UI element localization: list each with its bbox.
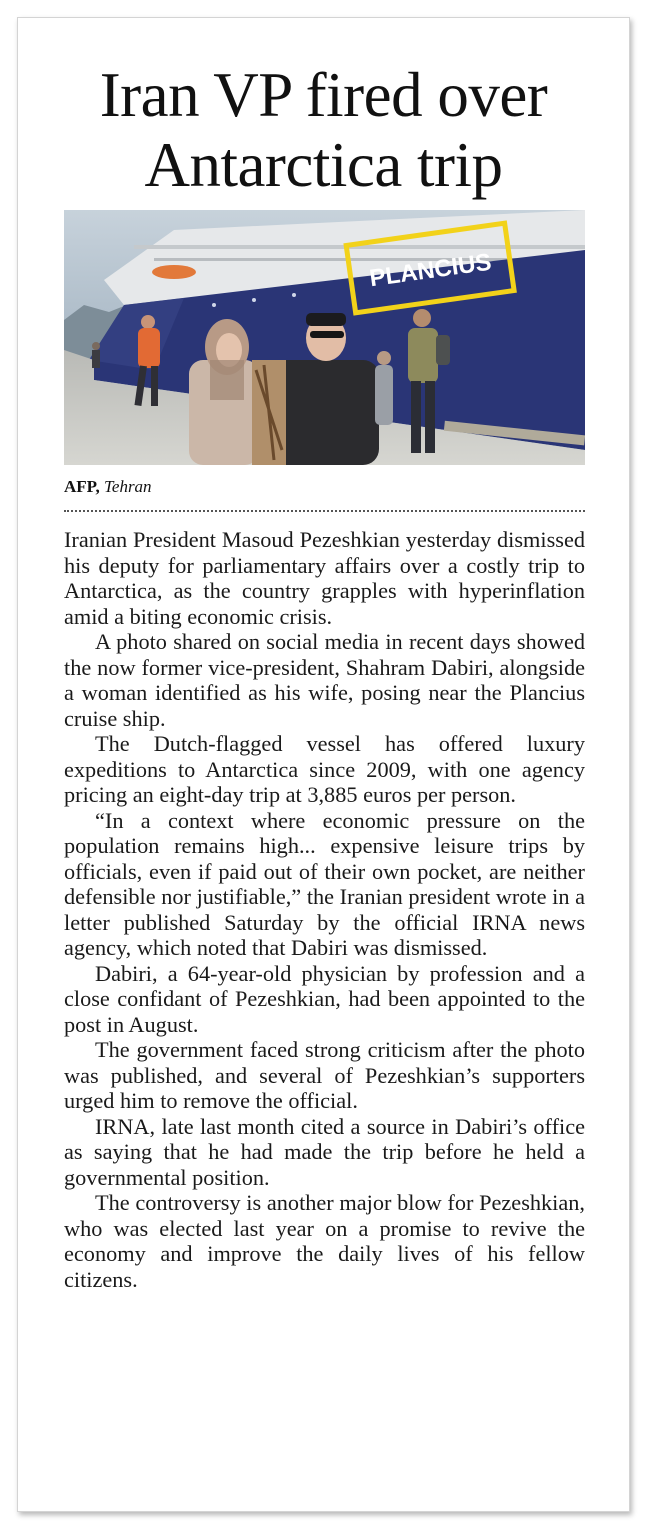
news-photo bbox=[64, 210, 585, 465]
article-paragraph: Iranian President Masoud Pezeshkian yesterday dismissed his deputy for parliamentary affairs over a costly trip to Antarctica, as the country grapples with hyperinflation amid a biting economic crisis. bbox=[64, 527, 585, 629]
dotted-divider bbox=[64, 510, 585, 512]
article-paragraph: The government faced strong criticism after the photo was published, and several of Pezeshkian’s supporters urged him to remove the official. bbox=[64, 1037, 585, 1113]
article-body bbox=[64, 527, 585, 1292]
article-paragraph: The controversy is another major blow for Pezeshkian, who was elected last year on a promise to revive the economy and improve the daily lives of his fellow citizens. bbox=[64, 1190, 585, 1292]
dateline-place: Tehran bbox=[104, 477, 152, 496]
headline-line-1: Iran VP fired over bbox=[99, 60, 548, 130]
headline-line-2: Antarctica trip bbox=[144, 130, 503, 200]
ship-name-text: PLANCIUS bbox=[367, 248, 494, 293]
ship-photo-illustration bbox=[64, 210, 585, 465]
article-paragraph: A photo shared on social media in recent days showed the now former vice-president, Shahram Dabiri, alongside a woman identified as his wife, posing near the Plancius cruise ship. bbox=[64, 629, 585, 731]
dateline-agency: AFP, bbox=[64, 477, 100, 496]
article-paragraph: The Dutch-flagged vessel has offered luxury expeditions to Antarctica since 2009, with one agency pricing an eight-day trip at 3,885 euros per person. bbox=[64, 731, 585, 807]
article-paragraph: Dabiri, a 64-year-old physician by profession and a close confidant of Pezeshkian, had been appointed to the post in August. bbox=[64, 960, 585, 1037]
article-paragraph: “In a context where economic pressure on the population remains high... expensive leisure trips by officials, even if paid out of their own pocket, are neither defensible nor justifiable,” the Iranian president wrote in a letter published Saturday by the official IRNA news agency, which noted that Dabiri was dismissed. bbox=[64, 807, 585, 960]
lifeboat bbox=[152, 265, 196, 279]
dateline bbox=[64, 477, 152, 497]
article-paragraph: IRNA, late last month cited a source in Dabiri’s office as saying that he had made the trip before he held a governmental position. bbox=[64, 1113, 585, 1190]
headline bbox=[18, 60, 629, 200]
